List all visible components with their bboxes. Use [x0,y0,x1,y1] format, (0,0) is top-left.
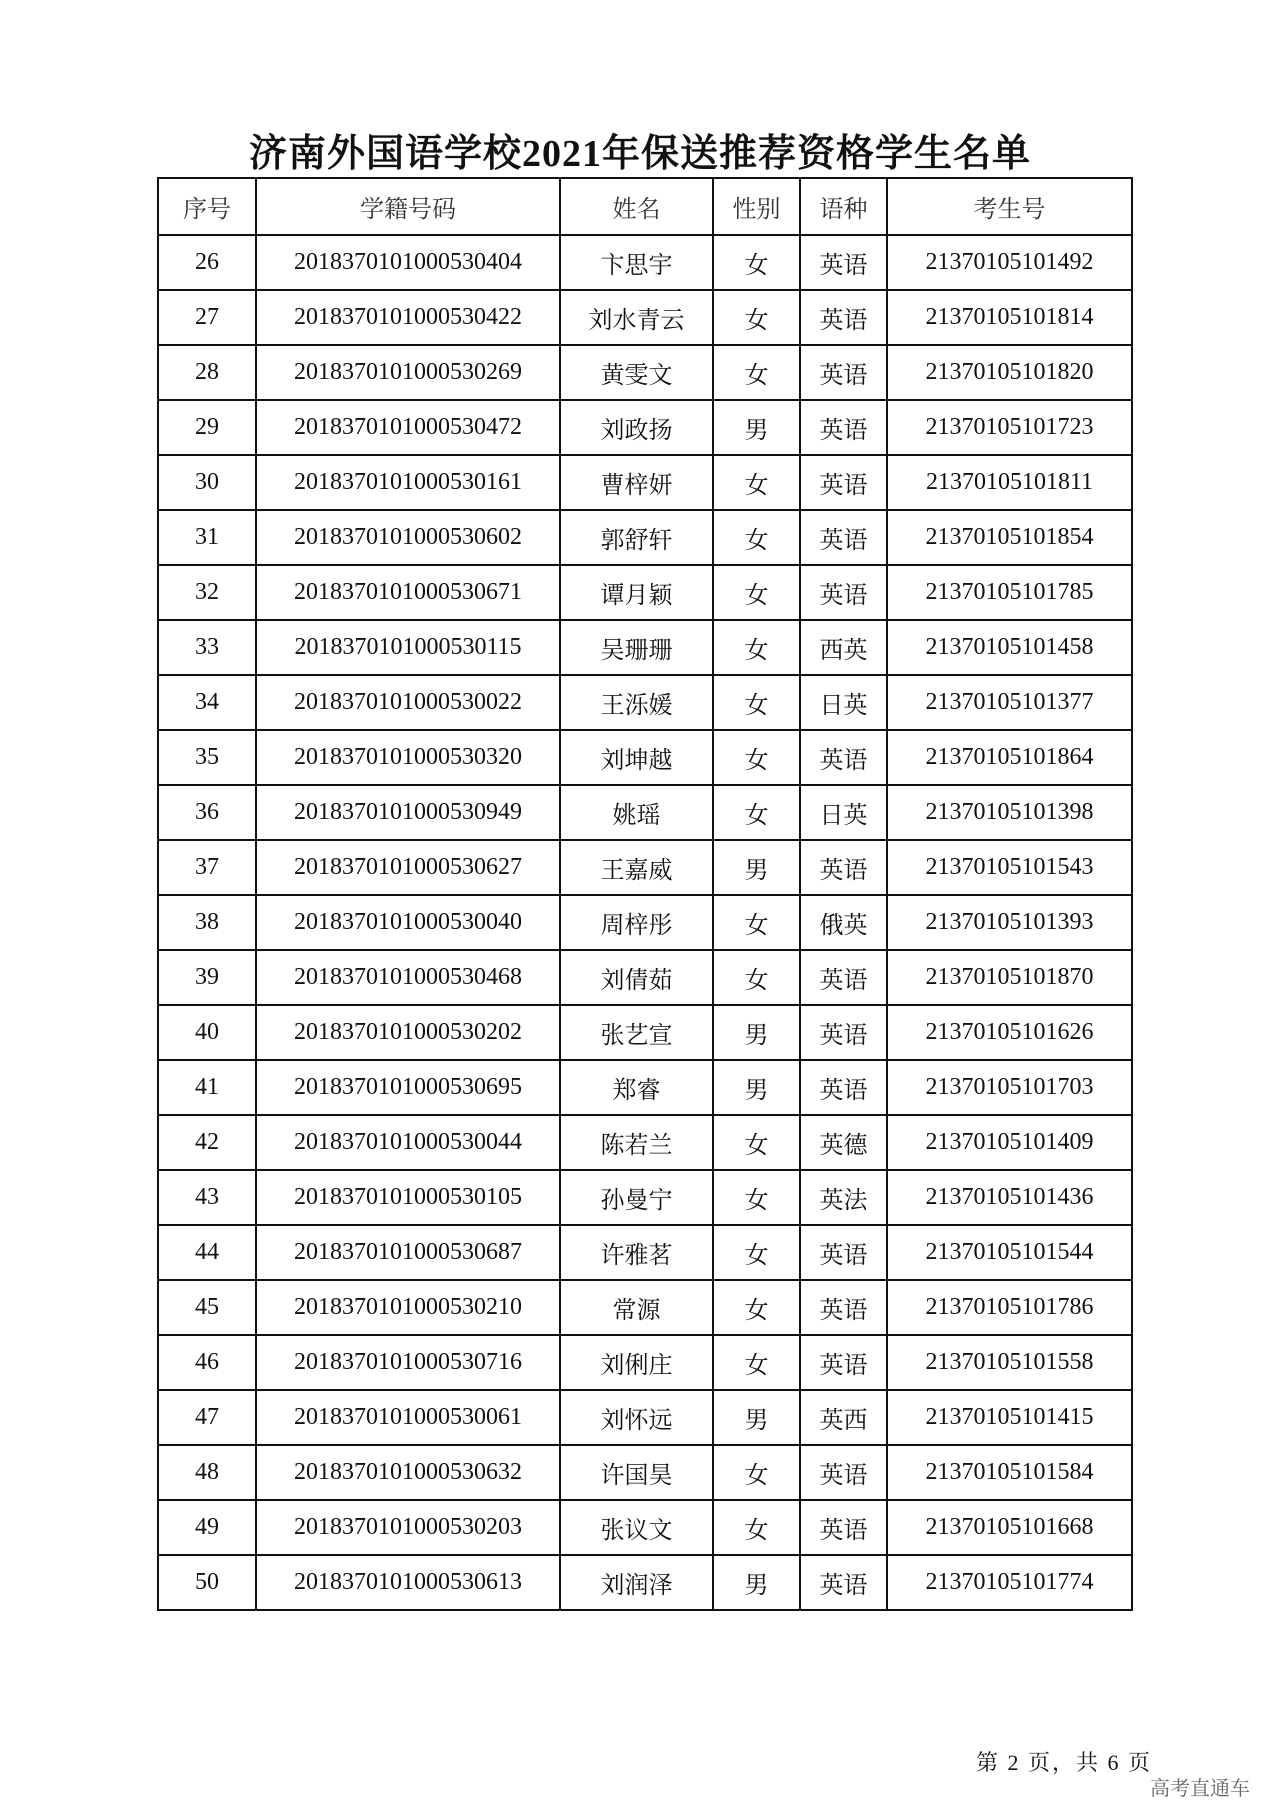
cell-language: 英语 [800,950,887,1005]
cell-gender: 女 [713,675,800,730]
cell-language: 英德 [800,1115,887,1170]
header-student-id: 学籍号码 [256,178,560,235]
cell-exam-no: 21370105101584 [887,1445,1132,1500]
cell-name: 谭月颖 [560,565,713,620]
cell-exam-no: 21370105101458 [887,620,1132,675]
table-row [158,950,1132,1005]
table-row [158,455,1132,510]
table-body [158,235,1132,1610]
table-row [158,400,1132,455]
cell-seq: 28 [158,345,256,400]
cell-seq: 32 [158,565,256,620]
cell-name: 许国昊 [560,1445,713,1500]
page-number: 第 2 页，共 6 页 [976,1750,1153,1775]
cell-gender: 女 [713,1335,800,1390]
table-row [158,1335,1132,1390]
table-row [158,1225,1132,1280]
cell-name: 刘怀远 [560,1390,713,1445]
cell-gender: 女 [713,1115,800,1170]
table-row [158,565,1132,620]
table-row [158,730,1132,785]
cell-student-id: 2018370101000530687 [256,1225,560,1280]
cell-name: 王嘉威 [560,840,713,895]
cell-exam-no: 21370105101854 [887,510,1132,565]
table-row [158,1060,1132,1115]
cell-exam-no: 21370105101398 [887,785,1132,840]
cell-gender: 男 [713,1060,800,1115]
cell-exam-no: 21370105101492 [887,235,1132,290]
cell-seq: 46 [158,1335,256,1390]
cell-student-id: 2018370101000530202 [256,1005,560,1060]
cell-gender: 男 [713,400,800,455]
table-row [158,1005,1132,1060]
cell-student-id: 2018370101000530105 [256,1170,560,1225]
cell-gender: 男 [713,1390,800,1445]
cell-language: 英语 [800,235,887,290]
cell-language: 英西 [800,1390,887,1445]
cell-gender: 女 [713,1445,800,1500]
cell-language: 英语 [800,1335,887,1390]
cell-student-id: 2018370101000530320 [256,730,560,785]
cell-exam-no: 21370105101626 [887,1005,1132,1060]
cell-student-id: 2018370101000530022 [256,675,560,730]
cell-gender: 女 [713,1170,800,1225]
cell-exam-no: 21370105101774 [887,1555,1132,1610]
cell-name: 孙曼宁 [560,1170,713,1225]
table-header-row [158,178,1132,235]
table-row [158,510,1132,565]
cell-name: 刘倩茹 [560,950,713,1005]
cell-seq: 44 [158,1225,256,1280]
table-row [158,235,1132,290]
cell-seq: 37 [158,840,256,895]
cell-language: 英语 [800,510,887,565]
watermark: 高考直通车 [1150,1776,1250,1800]
cell-name: 吴珊珊 [560,620,713,675]
cell-seq: 47 [158,1390,256,1445]
table-row [158,1445,1132,1500]
cell-exam-no: 21370105101814 [887,290,1132,345]
cell-language: 西英 [800,620,887,675]
cell-name: 刘政扬 [560,400,713,455]
cell-gender: 女 [713,950,800,1005]
cell-student-id: 2018370101000530632 [256,1445,560,1500]
cell-name: 许雅茗 [560,1225,713,1280]
header-seq: 序号 [158,178,256,235]
cell-student-id: 2018370101000530627 [256,840,560,895]
cell-gender: 女 [713,620,800,675]
cell-seq: 30 [158,455,256,510]
cell-language: 英语 [800,1280,887,1335]
cell-gender: 女 [713,1500,800,1555]
cell-language: 英语 [800,730,887,785]
table-row [158,1500,1132,1555]
cell-seq: 27 [158,290,256,345]
cell-student-id: 2018370101000530161 [256,455,560,510]
cell-seq: 40 [158,1005,256,1060]
header-language: 语种 [800,178,887,235]
cell-language: 英语 [800,840,887,895]
cell-seq: 26 [158,235,256,290]
cell-student-id: 2018370101000530044 [256,1115,560,1170]
cell-student-id: 2018370101000530613 [256,1555,560,1610]
cell-seq: 36 [158,785,256,840]
cell-language: 英语 [800,455,887,510]
cell-language: 日英 [800,785,887,840]
student-list-table [157,177,1133,1611]
cell-seq: 34 [158,675,256,730]
cell-name: 黄雯文 [560,345,713,400]
cell-name: 王泺媛 [560,675,713,730]
cell-name: 陈若兰 [560,1115,713,1170]
table-row [158,675,1132,730]
cell-language: 英语 [800,1005,887,1060]
cell-student-id: 2018370101000530404 [256,235,560,290]
cell-name: 常源 [560,1280,713,1335]
cell-seq: 29 [158,400,256,455]
cell-gender: 女 [713,730,800,785]
cell-seq: 50 [158,1555,256,1610]
cell-exam-no: 21370105101811 [887,455,1132,510]
cell-name: 郭舒轩 [560,510,713,565]
cell-student-id: 2018370101000530472 [256,400,560,455]
cell-exam-no: 21370105101558 [887,1335,1132,1390]
cell-name: 郑睿 [560,1060,713,1115]
table-row [158,1280,1132,1335]
cell-exam-no: 21370105101864 [887,730,1132,785]
header-name: 姓名 [560,178,713,235]
cell-name: 卞思宇 [560,235,713,290]
cell-seq: 43 [158,1170,256,1225]
cell-name: 刘俐庄 [560,1335,713,1390]
cell-student-id: 2018370101000530695 [256,1060,560,1115]
cell-language: 英语 [800,1225,887,1280]
page-title: 济南外国语学校2021年保送推荐资格学生名单 [248,133,1031,175]
cell-name: 张艺宣 [560,1005,713,1060]
header-exam-no: 考生号 [887,178,1132,235]
table-row [158,620,1132,675]
table-row [158,840,1132,895]
cell-student-id: 2018370101000530422 [256,290,560,345]
cell-seq: 35 [158,730,256,785]
cell-gender: 男 [713,1005,800,1060]
cell-language: 英语 [800,400,887,455]
cell-seq: 39 [158,950,256,1005]
cell-seq: 45 [158,1280,256,1335]
cell-exam-no: 21370105101415 [887,1390,1132,1445]
cell-language: 日英 [800,675,887,730]
cell-exam-no: 21370105101377 [887,675,1132,730]
cell-name: 姚瑶 [560,785,713,840]
cell-exam-no: 21370105101393 [887,895,1132,950]
cell-gender: 女 [713,895,800,950]
cell-gender: 男 [713,1555,800,1610]
cell-student-id: 2018370101000530468 [256,950,560,1005]
table-row [158,1555,1132,1610]
cell-name: 曹梓妍 [560,455,713,510]
table-row [158,345,1132,400]
cell-gender: 女 [713,345,800,400]
cell-exam-no: 21370105101870 [887,950,1132,1005]
cell-language: 英法 [800,1170,887,1225]
cell-language: 英语 [800,1500,887,1555]
cell-seq: 48 [158,1445,256,1500]
cell-seq: 41 [158,1060,256,1115]
cell-exam-no: 21370105101544 [887,1225,1132,1280]
table-row [158,1115,1132,1170]
cell-seq: 42 [158,1115,256,1170]
cell-exam-no: 21370105101436 [887,1170,1132,1225]
cell-student-id: 2018370101000530115 [256,620,560,675]
cell-name: 周梓彤 [560,895,713,950]
cell-student-id: 2018370101000530716 [256,1335,560,1390]
cell-gender: 女 [713,1280,800,1335]
table-row [158,785,1132,840]
cell-exam-no: 21370105101723 [887,400,1132,455]
cell-exam-no: 21370105101703 [887,1060,1132,1115]
cell-seq: 33 [158,620,256,675]
cell-language: 英语 [800,290,887,345]
cell-student-id: 2018370101000530210 [256,1280,560,1335]
cell-exam-no: 21370105101409 [887,1115,1132,1170]
cell-language: 英语 [800,1060,887,1115]
table-row [158,1170,1132,1225]
cell-gender: 女 [713,785,800,840]
cell-gender: 女 [713,455,800,510]
cell-student-id: 2018370101000530040 [256,895,560,950]
cell-student-id: 2018370101000530269 [256,345,560,400]
cell-exam-no: 21370105101786 [887,1280,1132,1335]
cell-language: 俄英 [800,895,887,950]
cell-gender: 女 [713,290,800,345]
cell-student-id: 2018370101000530602 [256,510,560,565]
cell-exam-no: 21370105101543 [887,840,1132,895]
cell-language: 英语 [800,345,887,400]
table-row [158,895,1132,950]
cell-name: 刘润泽 [560,1555,713,1610]
table-row [158,1390,1132,1445]
cell-seq: 38 [158,895,256,950]
cell-language: 英语 [800,565,887,620]
header-gender: 性别 [713,178,800,235]
cell-exam-no: 21370105101785 [887,565,1132,620]
cell-gender: 女 [713,565,800,620]
cell-gender: 女 [713,235,800,290]
cell-student-id: 2018370101000530203 [256,1500,560,1555]
cell-student-id: 2018370101000530949 [256,785,560,840]
table-row [158,290,1132,345]
cell-exam-no: 21370105101668 [887,1500,1132,1555]
cell-name: 张议文 [560,1500,713,1555]
cell-student-id: 2018370101000530061 [256,1390,560,1445]
cell-gender: 女 [713,1225,800,1280]
cell-name: 刘水青云 [560,290,713,345]
cell-student-id: 2018370101000530671 [256,565,560,620]
cell-exam-no: 21370105101820 [887,345,1132,400]
cell-seq: 49 [158,1500,256,1555]
cell-language: 英语 [800,1445,887,1500]
cell-seq: 31 [158,510,256,565]
cell-gender: 男 [713,840,800,895]
cell-name: 刘坤越 [560,730,713,785]
cell-language: 英语 [800,1555,887,1610]
cell-gender: 女 [713,510,800,565]
